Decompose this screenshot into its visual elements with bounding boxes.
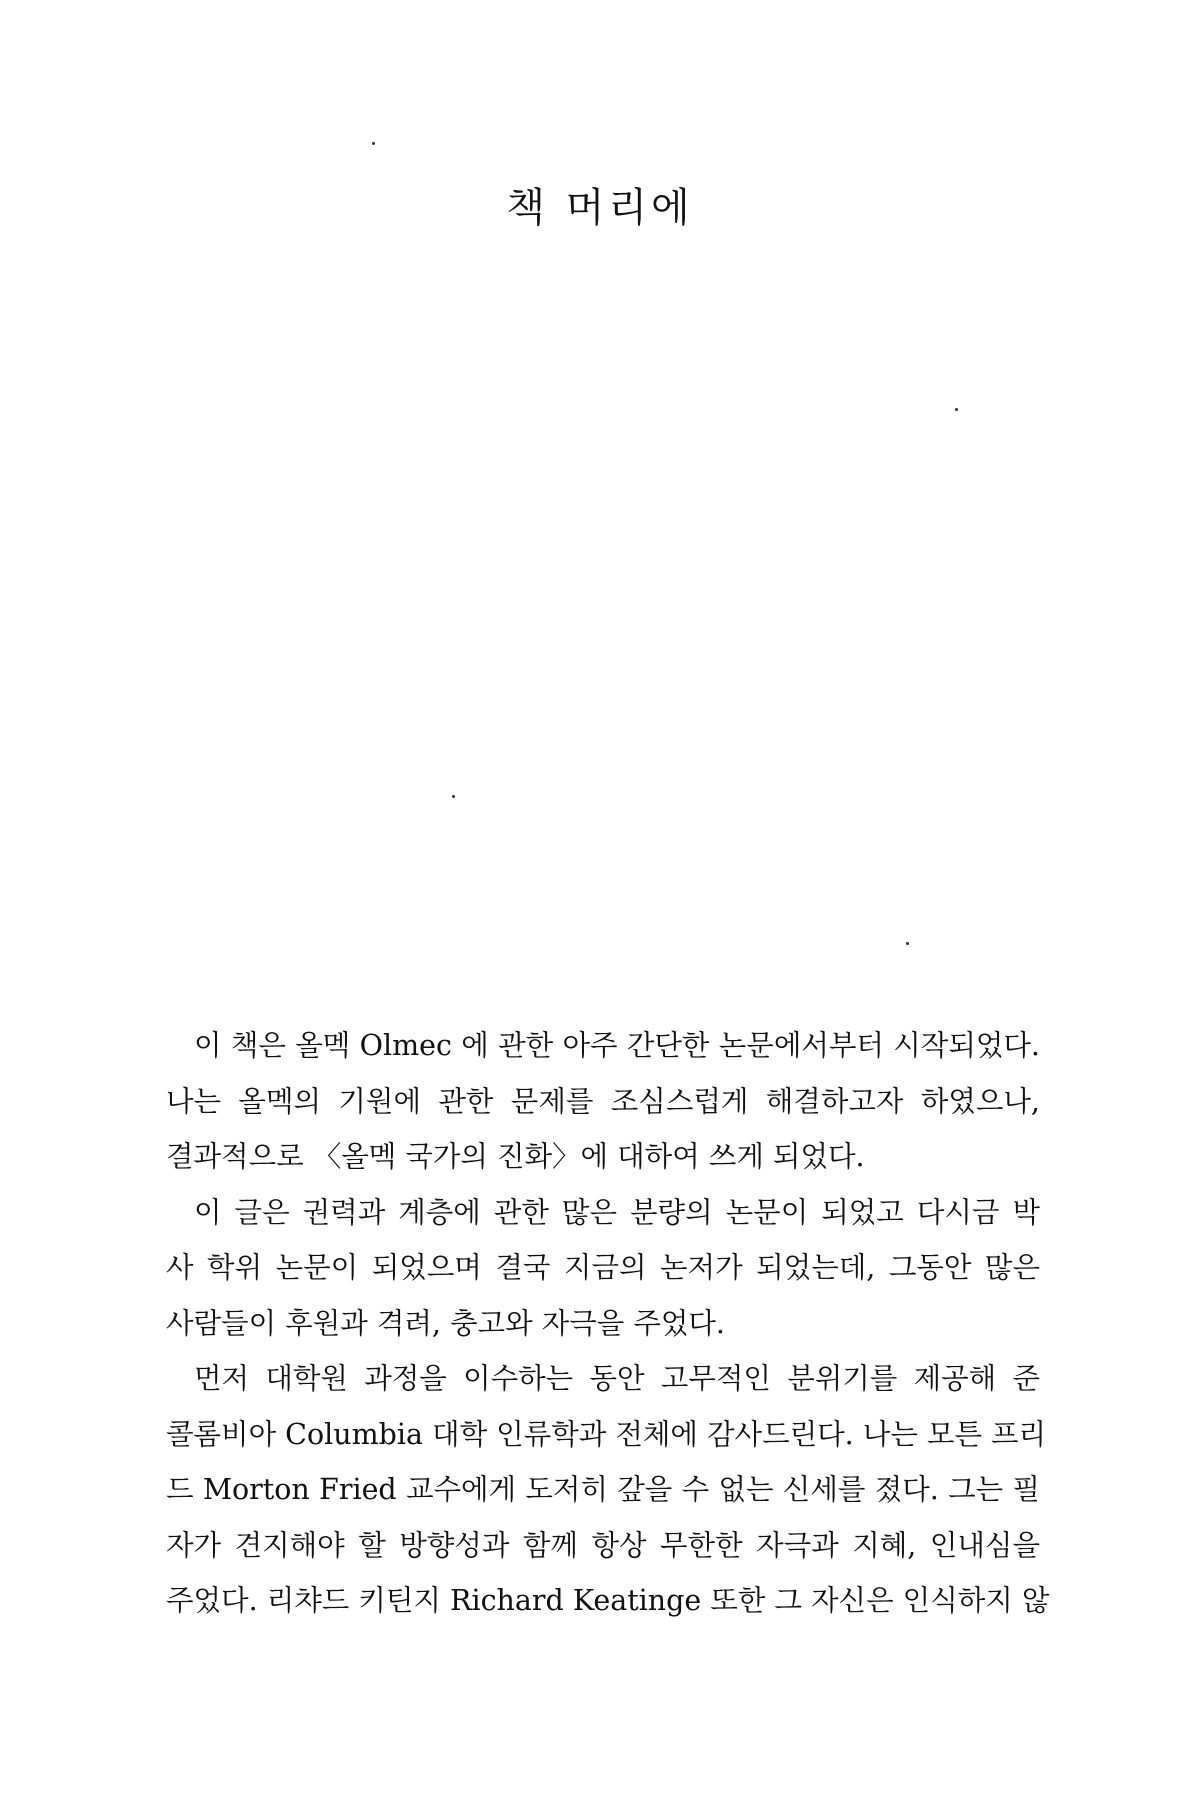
scan-speck [955, 408, 958, 411]
page-title: 책 머리에 [506, 185, 694, 231]
text-line: 이 글은 권력과 계층에 관한 많은 분량의 논문이 되었고 다시금 박 [194, 1195, 1040, 1229]
body-text [166, 1018, 1050, 1629]
text-line: 자가 견지해야 할 방향성과 함께 항상 무한한 자극과 지혜, 인내심을 [166, 1528, 1040, 1562]
text-line: 사람들이 후원과 격려, 충고와 자극을 주었다. [166, 1306, 725, 1340]
scan-speck [452, 795, 455, 798]
text-line: 이 책은 올멕 Olmec 에 관한 아주 간단한 논문에서부터 시작되었다. [194, 1029, 1040, 1062]
paragraph-3 [166, 1351, 1050, 1629]
paragraph-1 [166, 1018, 1040, 1185]
text-line: 사 학위 논문이 되었으며 결국 지금의 논저가 되었는데, 그동안 많은 [166, 1251, 1040, 1284]
text-line: 콜롬비아 Columbia 대학 인류학과 전체에 감사드린다. 나는 모튼 프리 [166, 1417, 1047, 1451]
text-line: 주었다. 리챠드 키틴지 Richard Keatinge 또한 그 자신은 인식하지 않 [166, 1584, 1050, 1617]
scan-speck [906, 942, 909, 945]
text-line: 결과적으로 〈올멕 국가의 진화〉에 대하여 쓰게 되었다. [166, 1140, 865, 1173]
paragraph-2 [166, 1185, 1040, 1352]
text-line: 드 Morton Fried 교수에게 도저히 갚을 수 없는 신세를 졌다. 그는 필 [166, 1473, 1040, 1506]
text-line: 나는 올멕의 기원에 관한 문제를 조심스럽게 해결하고자 하였으나, [166, 1084, 1040, 1118]
text-line: 먼저 대학원 과정을 이수하는 동안 고무적인 분위기를 제공해 준 [194, 1362, 1040, 1395]
scan-speck [372, 142, 375, 145]
